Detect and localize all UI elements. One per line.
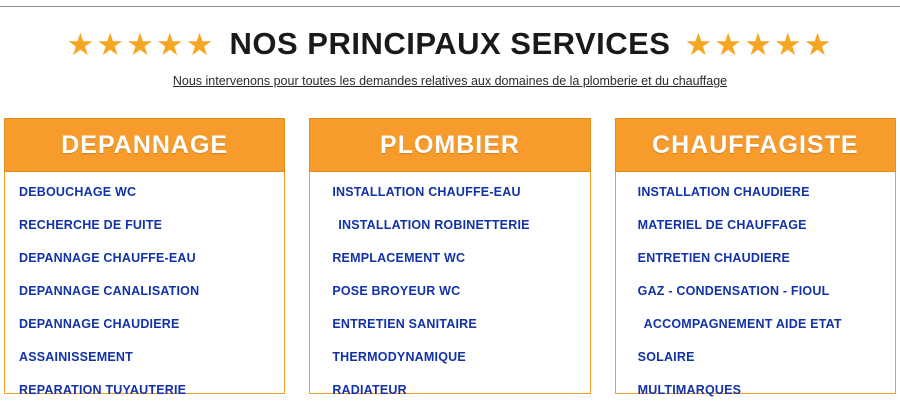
list-item[interactable]: ENTRETIEN CHAUDIERE [637,251,791,265]
service-card-title: PLOMBIER [380,130,520,159]
service-card-plombier [309,118,590,397]
list-item[interactable]: SOLAIRE [637,350,695,364]
list-item[interactable]: REMPLACEMENT WC [332,251,466,265]
list-item[interactable]: DEPANNAGE CANALISATION [19,284,200,298]
list-item[interactable]: DEBOUCHAGE WC [19,185,137,199]
stars-right-icon: ★★★★★ [684,26,834,62]
list-item[interactable]: DEPANNAGE CHAUFFE-EAU [19,251,196,265]
service-card-list [309,172,590,397]
list-item[interactable]: THERMODYNAMIQUE [332,350,466,364]
list-item[interactable]: GAZ - CONDENSATION - FIOUL [637,284,830,298]
page-title: NOS PRINCIPAUX SERVICES [229,26,671,61]
service-card-list [615,172,896,397]
list-item[interactable]: RADIATEUR [332,383,407,397]
list-item[interactable]: MATERIEL DE CHAUFFAGE [637,218,807,232]
services-columns [0,118,900,397]
top-divider [0,6,900,7]
list-item[interactable]: INSTALLATION ROBINETTERIE [338,218,530,232]
list-item[interactable]: INSTALLATION CHAUDIERE [637,185,810,199]
service-card-title: DEPANNAGE [61,130,229,159]
service-card-header [4,118,285,172]
list-item[interactable]: ACCOMPAGNEMENT AIDE ETAT [643,317,842,331]
list-item[interactable]: RECHERCHE DE FUITE [19,218,163,232]
stars-left-icon: ★★★★★ [66,26,216,62]
service-card-list [4,172,285,397]
page-header [0,26,900,88]
list-item[interactable]: MULTIMARQUES [637,383,742,397]
service-card-chauffagiste [615,118,896,397]
list-item[interactable]: INSTALLATION CHAUFFE-EAU [332,185,521,199]
list-item[interactable]: DEPANNAGE CHAUDIERE [19,317,180,331]
list-item[interactable]: POSE BROYEUR WC [332,284,461,298]
service-card-header [615,118,896,172]
title-row [0,26,900,62]
service-card-title: CHAUFFAGISTE [652,130,859,159]
list-item[interactable]: ASSAINISSEMENT [19,350,133,364]
list-item[interactable]: ENTRETIEN SANITAIRE [332,317,477,331]
service-card-header [309,118,590,172]
page-subtitle: Nous intervenons pour toutes les demandes relatives aux domaines de la plomberie et du chauffage [172,74,728,88]
service-card-depannage [4,118,285,397]
list-item[interactable]: REPARATION TUYAUTERIE [19,383,187,397]
